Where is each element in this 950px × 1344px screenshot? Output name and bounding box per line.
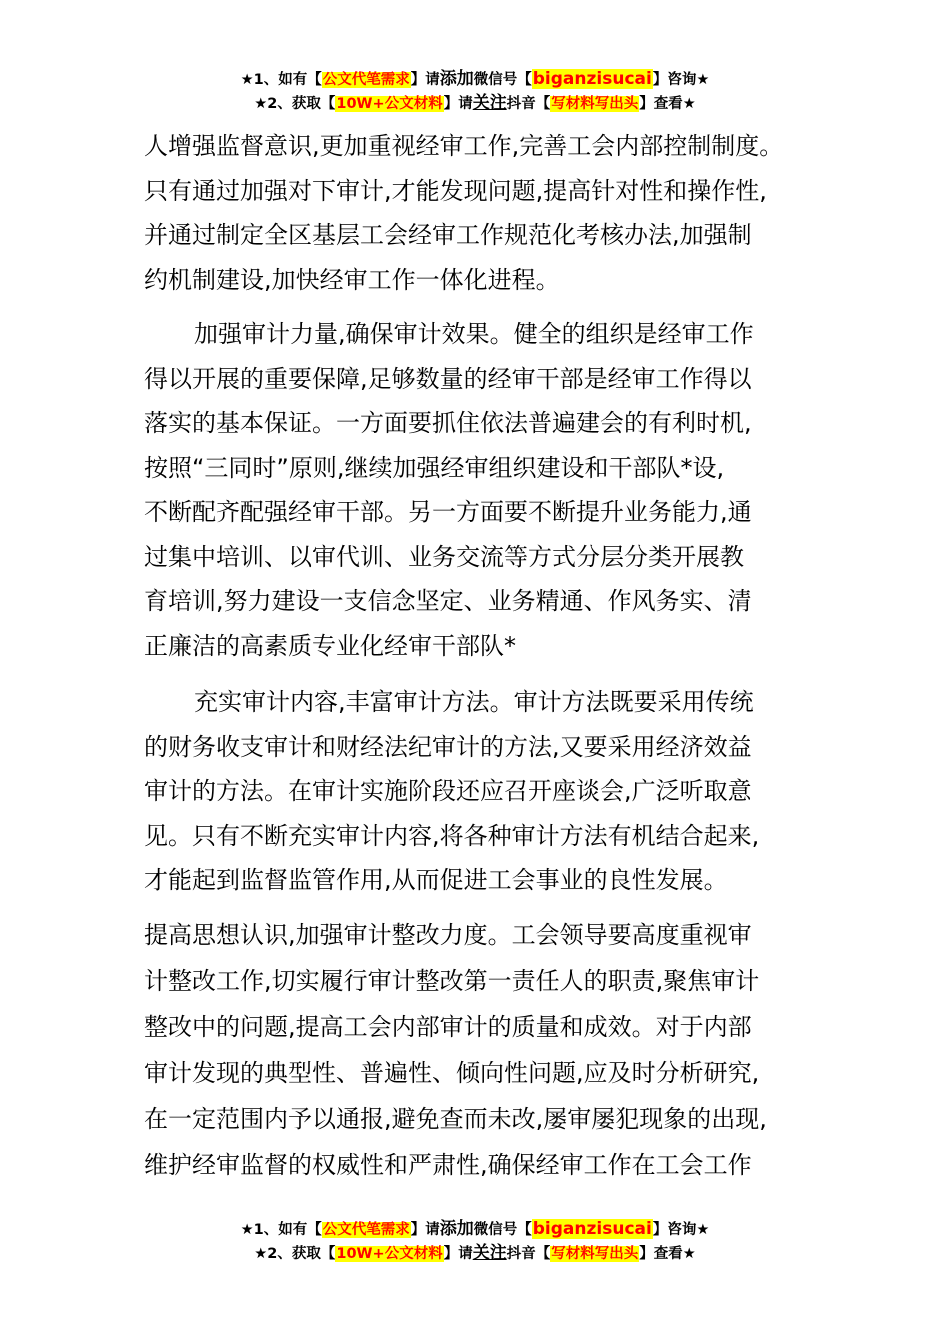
banner-text: 】请 [443, 96, 473, 112]
banner-text: 添加 [439, 69, 474, 89]
text-line: 只有通过加强对下审计,才能发现问题,提高针对性和操作性, [144, 176, 767, 205]
text-line: 人增强监督意识,更加重视经审工作,完善工会内部控制制度。 [144, 132, 784, 160]
text-line: 才能起到监督监管作用,从而促进工会事业的良性发展。 [144, 866, 728, 894]
text-line: 正廉洁的高素质专业化经审干部队* [144, 631, 516, 660]
text-line: 落实的基本保证。一方面要抓住依法普遍建会的有利时机, [144, 409, 752, 437]
banner-highlight: biganzisucai [532, 69, 652, 89]
text-line: 按照“三同时”原则,继续加强经审组织建设和干部队*设, [144, 453, 725, 482]
banner-text: 微信号【 [473, 1222, 532, 1238]
banner-line-2 [0, 92, 950, 116]
banner-text: 微信号【 [473, 72, 532, 88]
banner-text: ★2、获取【 [254, 96, 336, 112]
banner-text: ★1、如有【 [240, 1222, 322, 1238]
banner-text: 】请 [410, 72, 440, 88]
banner-text: 抖音【 [506, 96, 551, 112]
banner-text: 关注 [472, 93, 507, 113]
top-banner [0, 68, 950, 116]
text-line: 整改中的问题,提高工会内部审计的质量和成效。对于内部 [144, 1013, 752, 1041]
paragraph-2 [144, 312, 824, 668]
text-line: 育培训,努力建设一支信念坚定、业务精通、作风务实、清 [144, 587, 752, 615]
banner-highlight: 公文代笔需求 [322, 72, 410, 88]
text-line: 过集中培训、以审代训、业务交流等方式分层分类开展教 [144, 542, 744, 571]
banner-line-2 [0, 1242, 950, 1266]
text-line: 充实审计内容,丰富审计方法。审计方法既要采用传统 [194, 688, 754, 716]
text-line: 约机制建设,加快经审工作一体化进程。 [144, 265, 560, 294]
banner-text: ★2、获取【 [254, 1246, 336, 1262]
paragraph-1 [144, 124, 824, 302]
banner-text: 抖音【 [506, 1246, 551, 1262]
banner-highlight: 公文代笔需求 [322, 1222, 410, 1238]
banner-text: ★1、如有【 [240, 72, 322, 88]
banner-highlight: biganzisucai [532, 1219, 652, 1239]
banner-text: 关注 [472, 1243, 507, 1263]
text-line: 得以开展的重要保障,足够数量的经审干部是经审工作得以 [144, 364, 752, 393]
banner-text: 】查看★ [639, 96, 696, 112]
banner-text: 】咨询★ [652, 1222, 710, 1238]
banner-text: 】请 [410, 1222, 440, 1238]
text-line: 审计发现的典型性、普遍性、倾向性问题,应及时分析研究, [144, 1059, 760, 1087]
text-line: 加强审计力量,确保审计效果。健全的组织是经审工作 [194, 320, 754, 348]
banner-highlight: 写材料写出头 [551, 1246, 639, 1262]
text-line: 不断配齐配强经审干部。另一方面要不断提升业务能力,通 [144, 498, 752, 526]
text-line: 在一定范围内予以通报,避免查而未改,屡审屡犯现象的出现, [144, 1105, 767, 1133]
banner-text: 】请 [443, 1246, 473, 1262]
text-line: 审计的方法。在审计实施阶段还应召开座谈会,广泛听取意 [144, 777, 752, 805]
text-line: 见。只有不断充实审计内容,将各种审计方法有机结合起来, [144, 821, 760, 850]
paragraph-3 [144, 680, 824, 903]
banner-line-1 [0, 68, 950, 92]
text-line: 提高思想认识,加强审计整改力度。工会领导要高度重视审 [144, 921, 752, 949]
text-line: 计整改工作,切实履行审计整改第一责任人的职责,聚焦审计 [144, 967, 760, 995]
banner-line-1 [0, 1218, 950, 1242]
banner-text: 】查看★ [639, 1246, 696, 1262]
banner-highlight: 10W+公文材料 [336, 1246, 443, 1262]
text-line: 维护经审监督的权威性和严肃性,确保经审工作在工会工作 [144, 1151, 752, 1179]
text-line: 的财务收支审计和财经法纪审计的方法,又要采用经济效益 [144, 732, 752, 761]
banner-highlight: 写材料写出头 [551, 96, 639, 112]
banner-text: 添加 [439, 1219, 474, 1239]
banner-text: 】咨询★ [652, 72, 710, 88]
bottom-banner [0, 1218, 950, 1266]
text-line: 并通过制定全区基层工会经审工作规范化考核办法,加强制 [144, 221, 752, 249]
paragraph-4 [144, 912, 824, 1188]
banner-highlight: 10W+公文材料 [336, 96, 443, 112]
